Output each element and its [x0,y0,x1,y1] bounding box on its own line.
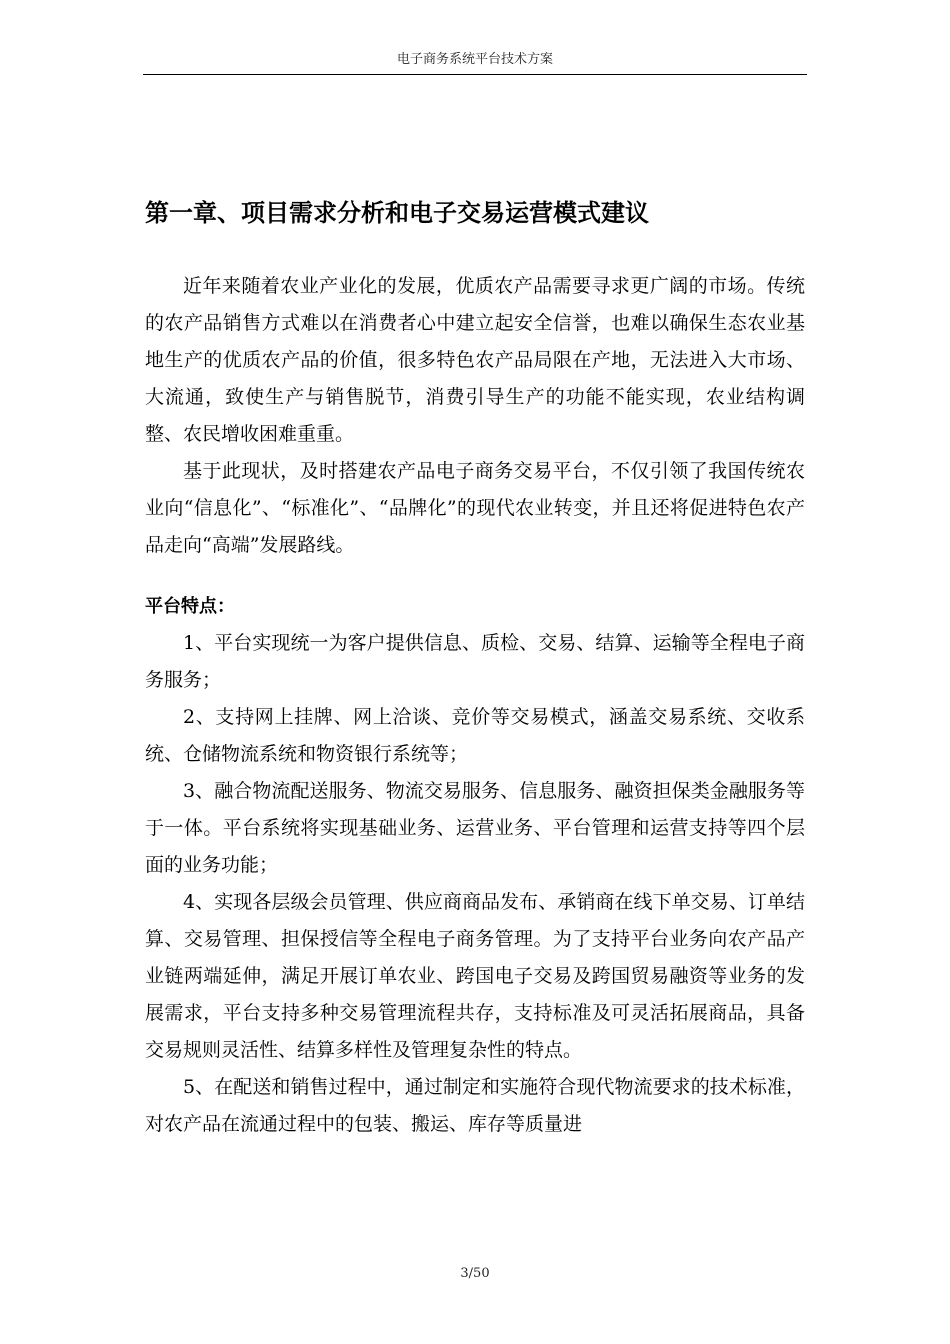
header-rule [143,74,807,75]
document-body [145,268,805,1143]
feature-item: 1、平台实现统一为客户提供信息、质检、交易、结算、运输等全程电子商务服务； [145,632,805,691]
feature-item: 4、实现各层级会员管理、供应商商品发布、承销商在线下单交易、订单结算、交易管理、担保授信等全程电子商务管理。为了支持平台业务向农产品产业链两端延伸，满足开展订单农业、跨国电子交易及跨国贸易融资等业务的发展需求，平台支持多种交易管理流程共存，支持标准及可灵活拓展商品，具备交易规则灵活性、结算多样性及管理复杂性的特点。 [145,891,805,1061]
page-number: 3/50 [460,1266,490,1281]
header-title: 电子商务系统平台技术方案 [396,52,553,67]
intro-paragraph: 基于此现状，及时搭建农产品电子商务交易平台，不仅引领了我国传统农业向“信息化”、“标准化”、“品牌化”的现代农业转变，并且还将促进特色农产品走向“高端”发展路线。 [145,460,805,556]
chapter-title: 第一章、项目需求分析和电子交易运营模式建议 [145,199,649,227]
feature-item: 3、融合物流配送服务、物流交易服务、信息服务、融资担保类金融服务等于一体。平台系统将实现基础业务、运营业务、平台管理和运营支持等四个层面的业务功能； [145,780,805,876]
features-heading: 平台特点： [145,596,235,617]
feature-item: 2、支持网上挂牌、网上洽谈、竞价等交易模式，涵盖交易系统、交收系统、仓储物流系统和物资银行系统等； [145,706,805,765]
intro-paragraph: 近年来随着农业产业化的发展，优质农产品需要寻求更广阔的市场。传统的农产品销售方式难以在消费者心中建立起安全信誉，也难以确保生态农业基地生产的优质农产品的价值，很多特色农产品局限在产地，无法进入大市场、大流通，致使生产与销售脱节，消费引导生产的功能不能实现，农业结构调整、农民增收困难重重。 [145,275,805,445]
feature-item: 5、在配送和销售过程中，通过制定和实施符合现代物流要求的技术标准，对农产品在流通过程中的包装、搬运、库存等质量进 [145,1076,805,1135]
